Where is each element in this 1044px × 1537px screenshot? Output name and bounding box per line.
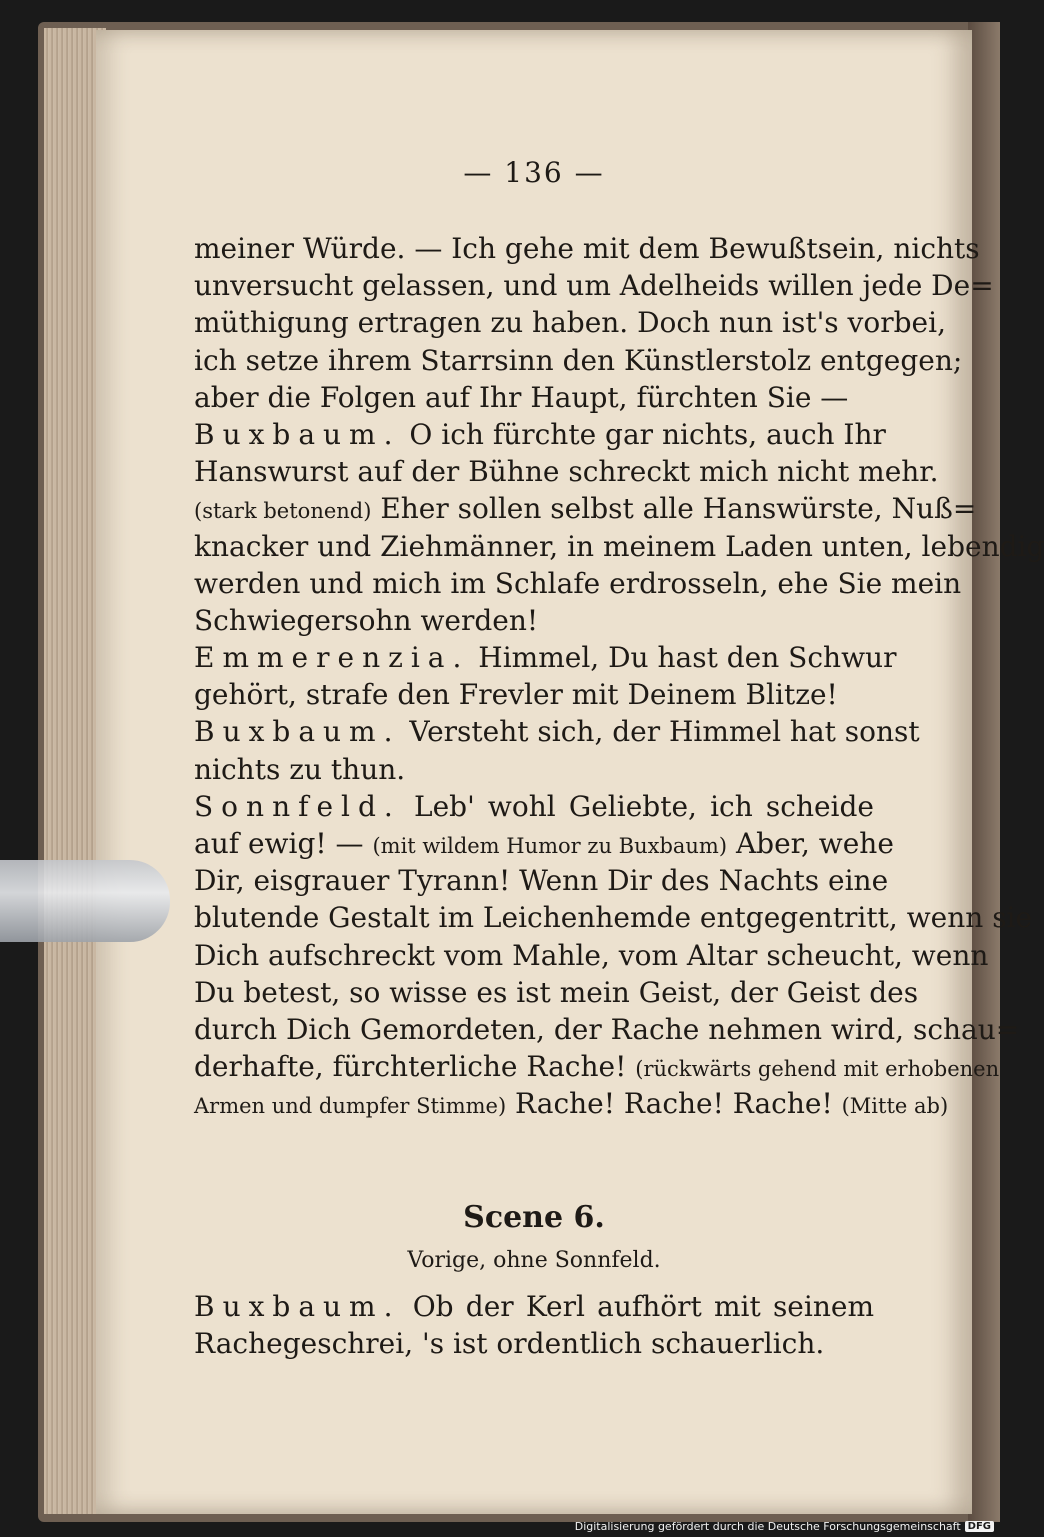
- line-text: O ich fürchte gar nichts, auch Ihr: [400, 417, 886, 451]
- book-page: [96, 30, 1044, 1514]
- line-text: unversucht gelassen, und um Adelheids willen jede De=: [194, 269, 994, 303]
- footer-credit: [575, 1520, 994, 1533]
- line-text: blutende Gestalt im Leichenhemde entgegentritt, wenn sie: [194, 901, 1033, 935]
- line-text: Ob der Kerl aufhört mit seinem: [400, 1290, 874, 1323]
- line-text: derhafte, fürchterliche Rache!: [194, 1050, 636, 1084]
- line-text: Rachegeschrei, 's ist ordentlich schauerlich.: [194, 1327, 825, 1361]
- text-line: [194, 230, 980, 267]
- dfg-logo: DFG: [965, 1521, 994, 1532]
- text-line: [194, 862, 889, 899]
- line-text: Dich aufschreckt vom Mahle, vom Altar scheucht, wenn: [194, 938, 989, 972]
- line-text: Dir, eisgrauer Tyrann! Wenn Dir des Nachts eine: [194, 864, 889, 898]
- text-line: [194, 788, 874, 825]
- line-text: gehört, strafe den Frevler mit Deinem Blitze!: [194, 678, 838, 712]
- text-line: [194, 1325, 874, 1362]
- line-text: Schwiegersohn werden!: [194, 603, 539, 637]
- text-line: [194, 639, 897, 676]
- text-line: [194, 1048, 1000, 1085]
- text-line: [194, 713, 920, 750]
- line-text: Hanswurst auf der Bühne schreckt mich nicht mehr.: [194, 455, 939, 489]
- speaker-name: Sonnfeld.: [194, 789, 401, 823]
- line-text: Rache! Rache! Rache!: [506, 1087, 842, 1121]
- speaker-name: Buxbaum.: [194, 417, 401, 451]
- line-text: Eher sollen selbst alle Hanswürste, Nuß=: [371, 492, 977, 526]
- line-text: Himmel, Du hast den Schwur: [469, 641, 897, 675]
- body-text: [194, 230, 1044, 1123]
- line-text: Aber, wehe: [727, 827, 894, 860]
- line-text: Du betest, so wisse es ist mein Geist, der Geist des: [194, 975, 919, 1009]
- line-text: auf ewig! —: [194, 827, 373, 860]
- speaker-name: Buxbaum.: [194, 715, 401, 749]
- text-line: [194, 899, 1033, 936]
- text-line: [194, 490, 977, 527]
- text-line: [194, 453, 939, 490]
- line-text: Versteht sich, der Himmel hat sonst: [400, 715, 920, 749]
- text-line: [194, 379, 874, 416]
- text-line: [194, 1288, 874, 1325]
- text-line: [194, 565, 962, 602]
- line-text: ich setze ihrem Starrsinn den Künstlerstolz entgegen;: [194, 343, 963, 377]
- speaker-name: Emmerenzia.: [194, 641, 470, 675]
- text-line: [194, 602, 874, 639]
- line-text: werden und mich im Schlafe erdrosseln, ehe Sie mein: [194, 566, 962, 600]
- text-line: [194, 1011, 1020, 1048]
- line-text: durch Dich Gemordeten, der Rache nehmen wird, schau=: [194, 1012, 1020, 1046]
- line-text: knacker und Ziehmänner, in meinem Laden unten, lebendig: [194, 529, 1044, 563]
- line-text: nichts zu thun.: [194, 752, 406, 786]
- text-line: [194, 751, 874, 788]
- text-line: [194, 937, 989, 974]
- scene-title: Scene 6.: [463, 1200, 605, 1235]
- stage-direction: (rückwärts gehend mit erhobenen: [635, 1057, 1000, 1082]
- page-number: — 136 —: [463, 156, 605, 189]
- stage-direction: Armen und dumpfer Stimme): [194, 1094, 507, 1119]
- text-line: [194, 267, 994, 304]
- text-line: [194, 342, 963, 379]
- line-text: meiner Würde. — Ich gehe mit dem Bewußtsein, nichts: [194, 232, 980, 265]
- text-line: [194, 528, 1044, 565]
- footer-credit-text: Digitalisierung gefördert durch die Deutsche Forschungsgemeinschaft: [574, 1520, 961, 1533]
- stage-direction: (Mitte ab): [841, 1094, 949, 1119]
- text-line: [194, 1085, 949, 1122]
- stage-direction: (mit wildem Humor zu Buxbaum): [372, 834, 728, 858]
- text-line: [194, 825, 894, 862]
- line-text: müthigung ertragen zu haben. Doch nun ist's vorbei,: [194, 306, 946, 340]
- scene-subtitle: Vorige, ohne Sonnfeld.: [407, 1248, 661, 1273]
- tail-text: [194, 1288, 874, 1362]
- text-line: [194, 676, 874, 713]
- speaker-name: Buxbaum.: [194, 1290, 401, 1323]
- line-text: Leb' wohl Geliebte, ich scheide: [400, 789, 874, 823]
- page-clip: [0, 860, 170, 942]
- line-text: aber die Folgen auf Ihr Haupt, fürchten Sie —: [194, 380, 849, 414]
- text-line: [194, 304, 946, 341]
- text-line: [194, 974, 919, 1011]
- text-line: [194, 416, 886, 453]
- stage-direction: (stark betonend): [194, 499, 372, 524]
